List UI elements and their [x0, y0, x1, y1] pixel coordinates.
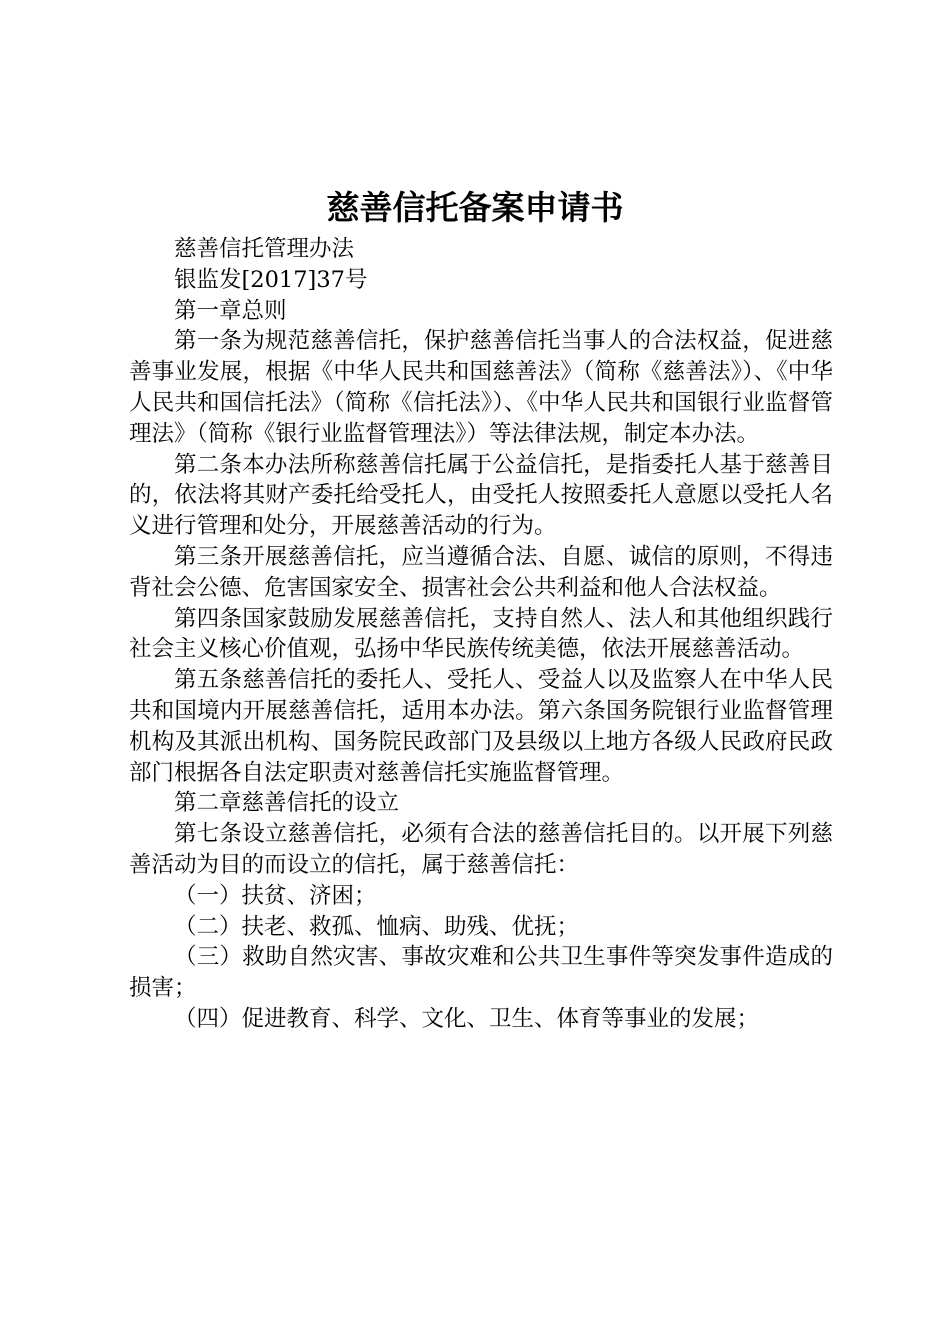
- list-item: （二）扶老、救孤、恤病、助残、优抚；: [174, 913, 580, 940]
- list-item: （四）促进教育、科学、文化、卫生、体育等事业的发展；: [174, 1005, 760, 1032]
- paragraph: 第一条为规范慈善信托，保护慈善信托当事人的合法权益，促进慈善事业发展，根据《中华人民共和国慈善法》（简称《慈善法》）、《中华人民共和国信托法》（简称《信托法》）、《中华人民共和国银行业监督管理法》（简称《银行业监督管理法》）等法律法规，制定本办法。: [129, 328, 833, 447]
- paragraph: 慈善信托管理办法: [174, 236, 355, 262]
- paragraph: 银监发[2017]37号: [174, 266, 368, 293]
- paragraph: 第四条国家鼓励发展慈善信托，支持自然人、法人和其他组织践行社会主义核心价值观，弘扬中华民族传统美德，依法开展慈善活动。: [129, 605, 833, 663]
- chapter-heading: 第二章慈善信托的设立: [174, 790, 400, 817]
- paragraph: 第七条设立慈善信托，必须有合法的慈善信托目的。以开展下列慈善活动为目的而设立的信托，属于慈善信托：: [129, 821, 833, 878]
- document-title: 慈善信托备案申请书: [326, 188, 624, 227]
- list-item: （三）救助自然灾害、事故灾难和公共卫生事件等突发事件造成的损害；: [129, 944, 833, 1002]
- paragraph: 第三条开展慈善信托，应当遵循合法、自愿、诚信的原则，不得违背社会公德、危害国家安全、损害社会公共利益和他人合法权益。: [129, 543, 833, 601]
- list-item: （一）扶贫、济困；: [174, 882, 377, 909]
- document-body: [129, 234, 833, 1035]
- chapter-heading: 第一章总则: [174, 297, 287, 324]
- paragraph: 第五条慈善信托的委托人、受托人、受益人以及监察人在中华人民共和国境内开展慈善信托，适用本办法。第六条国务院银行业监督管理机构及其派出机构、国务院民政部门及县级以上地方各级人民政府民政部门根据各自法定职责对慈善信托实施监督管理。: [129, 667, 833, 786]
- paragraph: 第二条本办法所称慈善信托属于公益信托，是指委托人基于慈善目的，依法将其财产委托给受托人，由受托人按照委托人意愿以受托人名义进行管理和处分，开展慈善活动的行为。: [129, 451, 833, 540]
